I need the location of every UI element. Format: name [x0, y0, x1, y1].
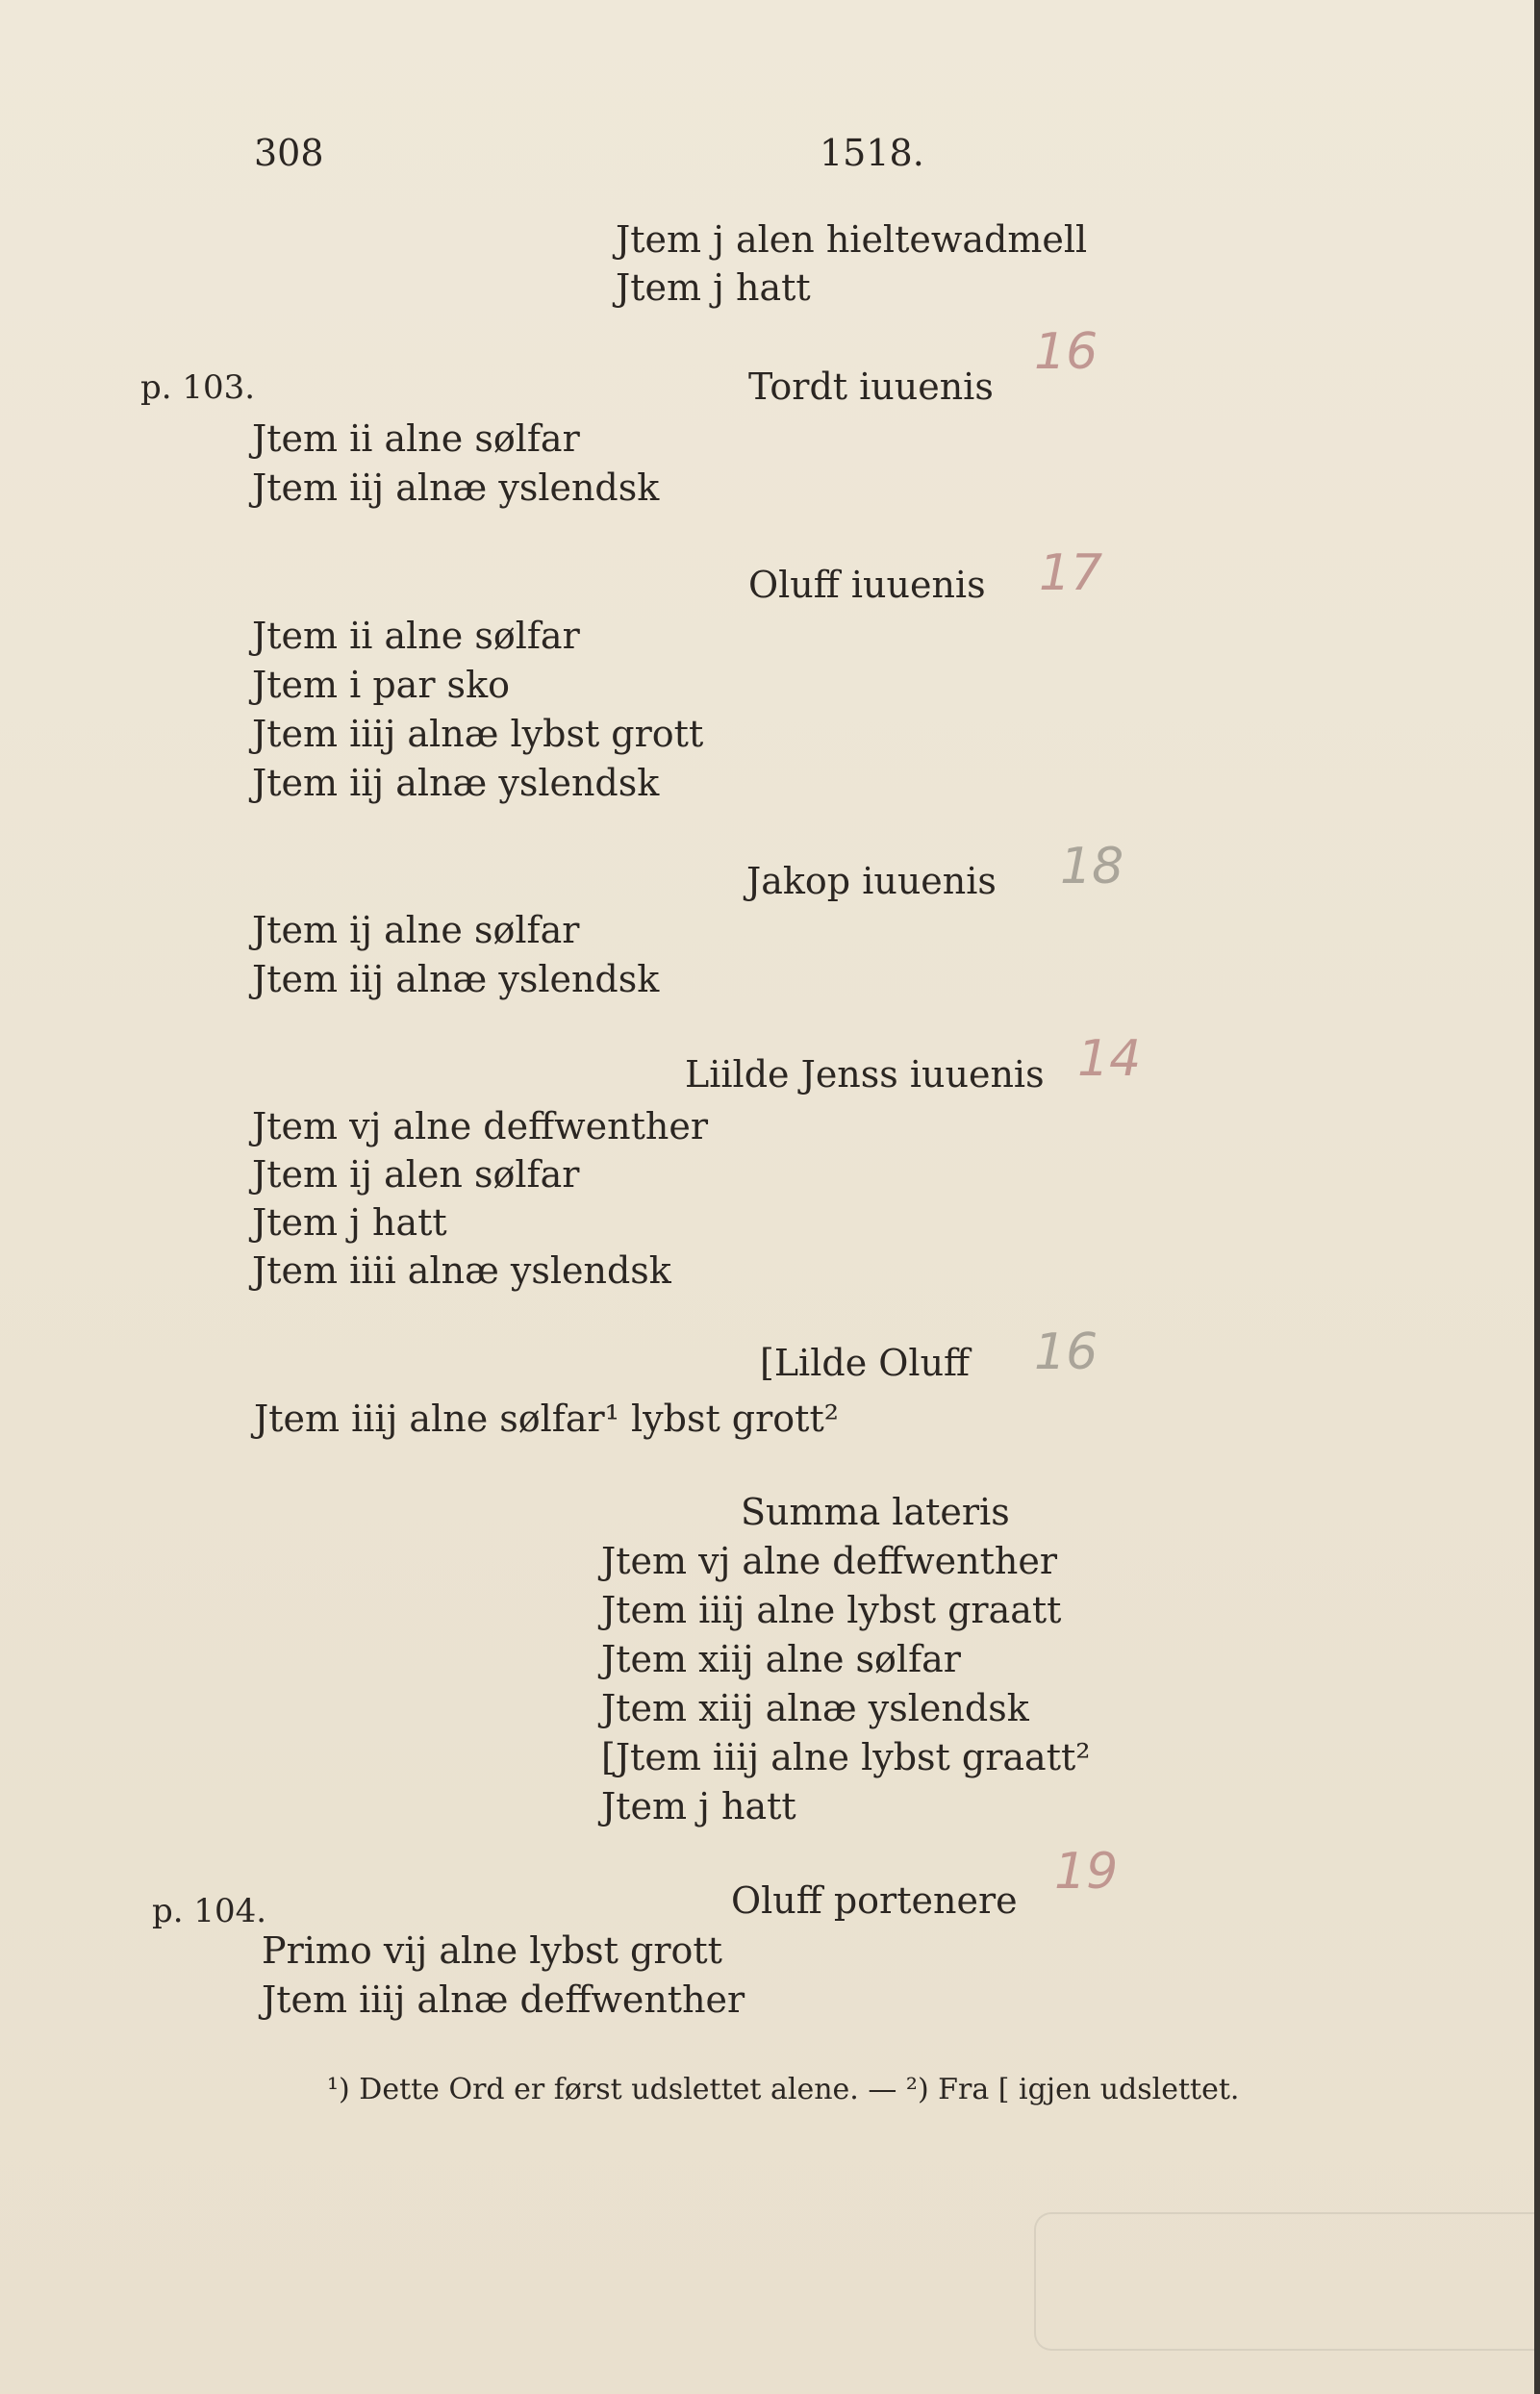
summa-heading: Summa lateris	[741, 1491, 1010, 1533]
pencil-annotation: 16	[1034, 1323, 1098, 1381]
footnote: ¹) Dette Ord er først udslettet alene. — ²) Fra [ igjen udslettet.	[327, 2073, 1240, 2106]
item-line: Jtem iij alnæ yslendsk	[252, 958, 660, 1000]
item-line: Jtem iiij alnæ lybst grott	[252, 713, 704, 755]
summary-line: Jtem iiij alne lybst graatt	[601, 1589, 1062, 1631]
margin-page-ref: p. 104.	[152, 1892, 267, 1930]
item-line: Jtem ij alen sølfar	[252, 1153, 580, 1196]
pencil-annotation: 18	[1060, 838, 1124, 895]
item-line: Jtem iiij alnæ deffwenther	[262, 1978, 745, 2021]
summary-line: Jtem j hatt	[601, 1785, 796, 1827]
summary-line: [Jtem iiij alne lybst graatt²	[601, 1736, 1091, 1778]
item-line: Jtem iiii alnæ yslendsk	[252, 1249, 671, 1292]
item-line: Primo vij alne lybst grott	[262, 1929, 722, 1972]
pencil-annotation: 16	[1034, 323, 1098, 381]
item-line: Jtem iiij alne sølfar¹ lybst grott²	[254, 1398, 839, 1440]
person-heading: [Lilde Oluff	[760, 1342, 971, 1384]
margin-page-ref: p. 103.	[140, 368, 256, 407]
page-edge	[1534, 0, 1540, 2394]
person-heading: Liilde Jenss iuuenis	[685, 1053, 1045, 1096]
item-line: Jtem j hatt	[616, 266, 811, 309]
summary-line: Jtem xiij alne sølfar	[601, 1638, 961, 1680]
page-tab-outline	[1034, 2212, 1536, 2351]
person-heading: Oluff iuuenis	[748, 564, 986, 606]
item-line: Jtem vj alne deffwenther	[252, 1105, 708, 1147]
item-line: Jtem ij alne sølfar	[252, 909, 580, 951]
item-line: Jtem iij alnæ yslendsk	[252, 466, 660, 509]
year-heading: 1518.	[820, 132, 924, 174]
item-line: Jtem ii alne sølfar	[252, 615, 580, 657]
summary-line: Jtem xiij alnæ yslendsk	[601, 1687, 1029, 1729]
pencil-annotation: 14	[1077, 1030, 1142, 1088]
item-line: Jtem i par sko	[252, 664, 510, 706]
item-line: Jtem j hatt	[252, 1201, 447, 1244]
person-heading: Oluff portenere	[731, 1879, 1018, 1922]
item-line: Jtem ii alne sølfar	[252, 417, 580, 460]
item-line: Jtem j alen hieltewadmell	[616, 218, 1088, 261]
item-line: Jtem iij alnæ yslendsk	[252, 762, 660, 804]
person-heading: Jakop iuuenis	[746, 860, 997, 902]
page-number: 308	[254, 132, 324, 174]
person-heading: Tordt iuuenis	[748, 365, 994, 408]
pencil-annotation: 17	[1039, 544, 1103, 602]
pencil-annotation: 19	[1054, 1843, 1119, 1901]
summary-line: Jtem vj alne deffwenther	[601, 1540, 1057, 1582]
